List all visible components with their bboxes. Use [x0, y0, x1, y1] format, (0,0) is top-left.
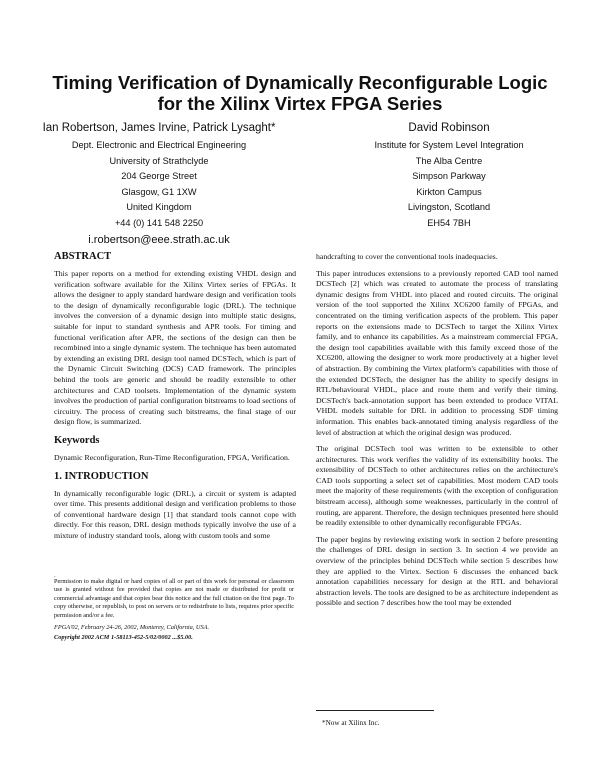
title-line-2: for the Xilinx Virtex FPGA Series	[157, 93, 443, 114]
author-block-left	[28, 121, 290, 248]
affiliation-line: Kirkton Campus	[416, 186, 482, 197]
paper-title	[30, 72, 570, 114]
affiliation-line: The Alba Centre	[415, 155, 483, 166]
title-line-1: Timing Verification of Dynamically Reconfigurable Logic	[52, 72, 548, 93]
abstract-heading: ABSTRACT	[54, 251, 112, 262]
keywords-text: Dynamic Reconfiguration, Run-Time Reconfiguration, FPGA, Verification.	[54, 452, 290, 462]
keywords-heading: Keywords	[54, 434, 100, 446]
footnote: *Now at Xilinx Inc.	[322, 719, 380, 727]
footnote-rule	[316, 710, 434, 711]
author-email: i.robertson@eee.strath.ac.uk	[88, 233, 230, 246]
affiliation-line: University of Strathclyde	[109, 155, 209, 166]
affiliation-line: Dept. Electronic and Electrical Engineering	[71, 140, 247, 150]
affiliation-line: United Kingdom	[126, 202, 192, 213]
body-paragraph: handcrafting to cover the conventional tools inadequacies.	[316, 252, 498, 261]
introduction-text: In dynamically reconfigurable logic (DRL), a circuit or system is adapted over time. This presents additional design and verification problems to those of conventional hardware design [1] that standard tools cannot cope with directly. For this reason, DRL design methods typically involve the use of a mixture of industry standard tools, along with custom tools and some	[54, 488, 296, 540]
introduction-heading: 1. INTRODUCTION	[54, 470, 149, 482]
permission-notice: . Permission to make digital or hard copies of all or part of this work for personal or classroom use is granted without fee provided that copies are not made or distributed for profit or commercial advantage and that copies bear this notice and the full citation on the first page. To copy otherwise, or republish, to post on servers or to redistribute to lists, requires prior specific permission and/or a fee. FPGA'02, February 24-26, 2002, Monterey, California, USA. Copyright 2002 ACM 1-58113-452-5/02/0002 ...$5.00.	[54, 572, 294, 642]
affiliation-line: Simpson Parkway	[412, 171, 486, 182]
affiliation-line: EH54 7BH	[427, 217, 471, 228]
author-names-right: David Robinson	[408, 122, 490, 134]
body-paragraph: This paper introduces extensions to a previously reported CAD tool named DCSTech [2] which was created to automate the process of translating dynamic designs from VHDL into placed and routed circuits. The original version of the tool supported the Xilinx XC6200 family of FPGAs, and concentrated on the timing verification aspects of the problem. This paper reports on the extensions made to DCSTech to target the Xilinx Virtex family, and to enhance its capabilities. As a mainstream commercial FPGA, the design tool capabilities available with this family exceed those of the XC6200, allowing the designer to work more productively at a higher level of abstraction. By combining the Virtex platform's capabilities with those of the extended DCSTech, the designer has the ability to specify designs in RTL/behavioural VHDL, place and route them and verify their timing. DCSTech's back-annotation support has been extended to produce VITAL VHDL models suitable for DRL in addition to processing SDF timing information. This enables back-annotated timing analysis regardless of the level of abstraction at which the original design was produced.	[316, 268, 558, 437]
conference-line: FPGA'02, February 24-26, 2002, Monterey, California, USA.	[54, 624, 210, 632]
permission-text: Permission to make digital or hard copies of all or part of this work for personal or classroom use is granted without fee provided that copies are not made or distributed for profit or commercial advantage and that copies bear this notice and the full citation on the first page. To copy otherwise, or republish, to post on servers or to redistribute to lists, requires prior specific permission and/or a fee.	[54, 578, 294, 619]
affiliation-line: 204 George Street	[121, 171, 197, 182]
body-paragraph: The original DCSTech tool was written to be extensible to other architectures. This work verifies the validity of its extensibility hooks. The extensibility of DCSTech to other architectures relies on the architecture's CAD tools supporting a select set of capabilities. Most modern CAD tools meet the majority of these requirements (with the exception of configuration bitstream access), although some weaknesses, particularly in the control of routing, are apparent. Therefore, the design techniques presented here should be readily extensible to other dynamically reconfigurable FPGAs.	[316, 444, 558, 528]
left-column	[54, 250, 296, 547]
affiliation-line: Livingston, Scotland	[407, 202, 491, 213]
body-paragraph: The paper begins by reviewing existing work in section 2 before presenting the challenges of DRL design in section 3. In section 4 we provide an overview of the principles behind DCSTech while section 5 describes how they are applied to the Virtex. Section 6 discusses the enhanced back annotation capabilities necessary for design at the RTL and behavioral abstraction levels. The tools are designed to be as architecture independent as possible and section 7 describes how the tool may be extended	[316, 534, 558, 608]
affiliation-line: Institute for System Level Integration	[374, 140, 524, 150]
author-names-left: Ian Robertson, James Irvine, Patrick Lysaght*	[42, 122, 276, 134]
right-column	[316, 252, 558, 615]
copyright-line: Copyright 2002 ACM 1-58113-452-5/02/0002 ...$5.00.	[54, 634, 193, 642]
affiliation-line: Glasgow, G1 1XW	[121, 186, 197, 197]
abstract-text: This paper reports on a method for extending existing VHDL design and verification software available for the Xilinx Virtex series of FPGAs. It allows the designer to apply standard hardware design and verification tools to the design of dynamically reconfigurable logic (DRL). The technique involves the conversion of a dynamic design into multiple static designs, suitable for input to standard synthesis and APR tools. For timing and functional verification after APR, the sections of the design can then be recombined into a single dynamic system. The technique has been automated by extending an existing DRL design tool named DCSTech, which is part of the Dynamic Circuit Switching (DCS) CAD framework. The principles behind the tools are generic and should be readily extensible to other architectures and CAD toolsets. Implementation of the dynamic system involves the production of partial configuration bitstreams to load sections of circuitry. The process of creating such bitstreams, the final stage of our design flow, is summarized.	[54, 269, 296, 427]
phone-line: +44 (0) 141 548 2250	[114, 217, 204, 228]
author-block-right	[318, 121, 580, 232]
